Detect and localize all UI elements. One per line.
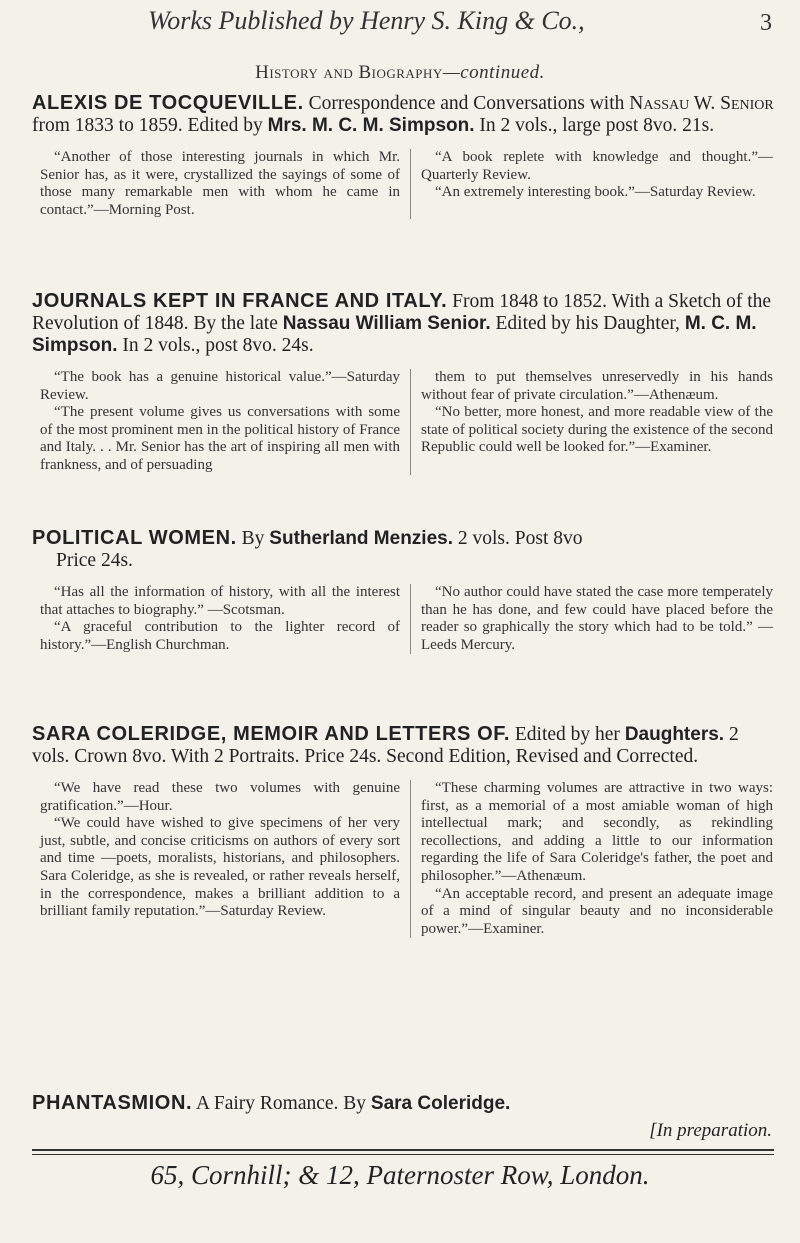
review-quote: “An acceptable record, and present an adequate image of a mind of singular beauty and no inconsiderable power.”—Examiner. — [421, 885, 773, 937]
review-quote: “These charming volumes are attractive in two ways: first, as a memorial of a most amiable woman of high intellectual mark; and secondly, as rekindling recollections, and adding a little to our information regarding the life of Sara Coleridge's father, the poet and philosopher.”—Athenæum. — [421, 780, 773, 884]
section-title: History and Biography — [255, 62, 443, 83]
publisher-imprint: 65, Cornhill; & 12, Paternoster Row, London. — [150, 1160, 650, 1190]
entry-title: POLITICAL WOMEN. — [32, 527, 237, 549]
review-quote: them to put themselves unreservedly in his hands without fear of private circulation.”—Athenæum. — [421, 369, 773, 403]
review-quote: “The book has a genuine historical value.”—Saturday Review. — [40, 369, 400, 403]
review-quote: “A book replete with knowledge and thought.”—Quarterly Review. — [421, 149, 773, 183]
entry-title: PHANTASMION. — [32, 1092, 193, 1114]
review-quote: “No better, more honest, and more readable view of the state of political society during the existence of the second Republic could well be looked for.”—Examiner. — [421, 404, 773, 456]
entry-description: POLITICAL WOMEN. By Sutherland Menzies. 2 vols. Post 8vo Price 24s. — [32, 527, 583, 571]
author-name: Nassau W. Senior — [629, 93, 774, 114]
section-continued: —continued. — [442, 62, 545, 83]
price: Price 24s. — [56, 550, 133, 571]
running-head — [0, 4, 800, 44]
review-quote: “No author could have stated the case more temperately than he has done, and few could have placed before the reader so graphically the story which had to be told.” —Leeds Mercury. — [421, 584, 773, 653]
entry-political-women — [32, 527, 774, 654]
quotes-left-column — [32, 780, 400, 938]
entry-sara-coleridge-memoir — [32, 723, 774, 938]
review-quotes — [32, 584, 774, 654]
review-quote: “We could have wished to give specimens of her very just, subtle, and concise criticisms on authors of every sort and time —poets, moralists, historians, and philosophers. Sara Coleridge, as she is revealed, or rather reveals herself, in the correspondence, makes a brilliant addition to a brilliant family reputation.”—Saturday Review. — [40, 815, 400, 920]
editor-name: M. C. M. Simpson. — [32, 313, 757, 356]
review-quotes — [32, 369, 774, 475]
review-quote: “An extremely interesting book.”—Saturday Review. — [435, 184, 756, 201]
author-name: Sutherland Menzies. — [269, 528, 453, 549]
author-name: Sara Coleridge. — [370, 1093, 511, 1114]
author-name: Daughters. — [624, 724, 725, 745]
entry-journals-france-italy — [32, 290, 774, 475]
review-quote: “Another of those interesting journals in which Mr. Senior has, as it were, crystallized the sayings of some of those many remarkable men with whom he came in contact.”—Morning Post. — [40, 149, 400, 218]
entry-description: PHANTASMION. A Fairy Romance. By Sara Coleridge. — [32, 1092, 511, 1114]
entry-title: SARA COLERIDGE, MEMOIR AND LETTERS OF. — [32, 723, 510, 745]
entry-description: ALEXIS DE TOCQUEVILLE. Correspondence and Conversations with Nassau W. Senior from 1833 to 1859. Edited by Mrs. M. C. M. Simpson. In 2 vols., large post 8vo. 21s. — [32, 92, 774, 136]
editor-name: Mrs. M. C. M. Simpson. — [267, 115, 475, 136]
section-heading — [0, 62, 800, 84]
review-quote: “A graceful contribution to the lighter record of history.”—English Churchman. — [40, 619, 400, 653]
in-preparation-note: [In preparation. — [649, 1120, 772, 1141]
quotes-right-column — [410, 369, 773, 475]
quotes-left-column — [32, 584, 400, 654]
entry-tocqueville — [32, 92, 774, 219]
review-quotes — [32, 780, 774, 938]
divider-rule — [32, 1154, 774, 1155]
entry-title: JOURNALS KEPT IN FRANCE AND ITALY. — [32, 290, 448, 312]
review-quote: “We have read these two volumes with genuine gratification.”—Hour. — [40, 780, 400, 814]
entry-description: JOURNALS KEPT IN FRANCE AND ITALY. From 1848 to 1852. With a Sketch of the Revolution of 1848. By the late Nassau William Senior. Edited by his Daughter, M. C. M. Simpson. In 2 vols., post 8vo. 24s. — [32, 290, 772, 356]
quotes-right-column — [410, 149, 773, 219]
entry-phantasmion — [32, 1092, 774, 1115]
divider-rule — [32, 1149, 774, 1151]
review-quote: “The present volume gives us conversations with some of the most prominent men in the political history of France and Italy. . . Mr. Senior has the art of inspiring all men with frankness, and of persuading — [40, 404, 400, 473]
author-name: Nassau William Senior. — [282, 313, 491, 334]
review-quote: “Has all the information of history, with all the interest that attaches to biography.” —Scotsman. — [40, 584, 400, 618]
quotes-right-column — [410, 780, 773, 938]
review-quotes — [32, 149, 774, 219]
running-head-title: Works Published by Henry S. King & Co., — [148, 6, 585, 35]
quotes-right-column — [410, 584, 773, 654]
entry-title: ALEXIS DE TOCQUEVILLE. — [32, 92, 304, 114]
page-number: 3 — [760, 10, 772, 36]
quotes-left-column — [32, 149, 400, 219]
entry-description: SARA COLERIDGE, MEMOIR AND LETTERS OF. Edited by her Daughters. 2 vols. Crown 8vo. With 2 Portraits. Price 24s. Second Edition, Revised and Corrected. — [32, 723, 739, 767]
quotes-left-column — [32, 369, 400, 475]
